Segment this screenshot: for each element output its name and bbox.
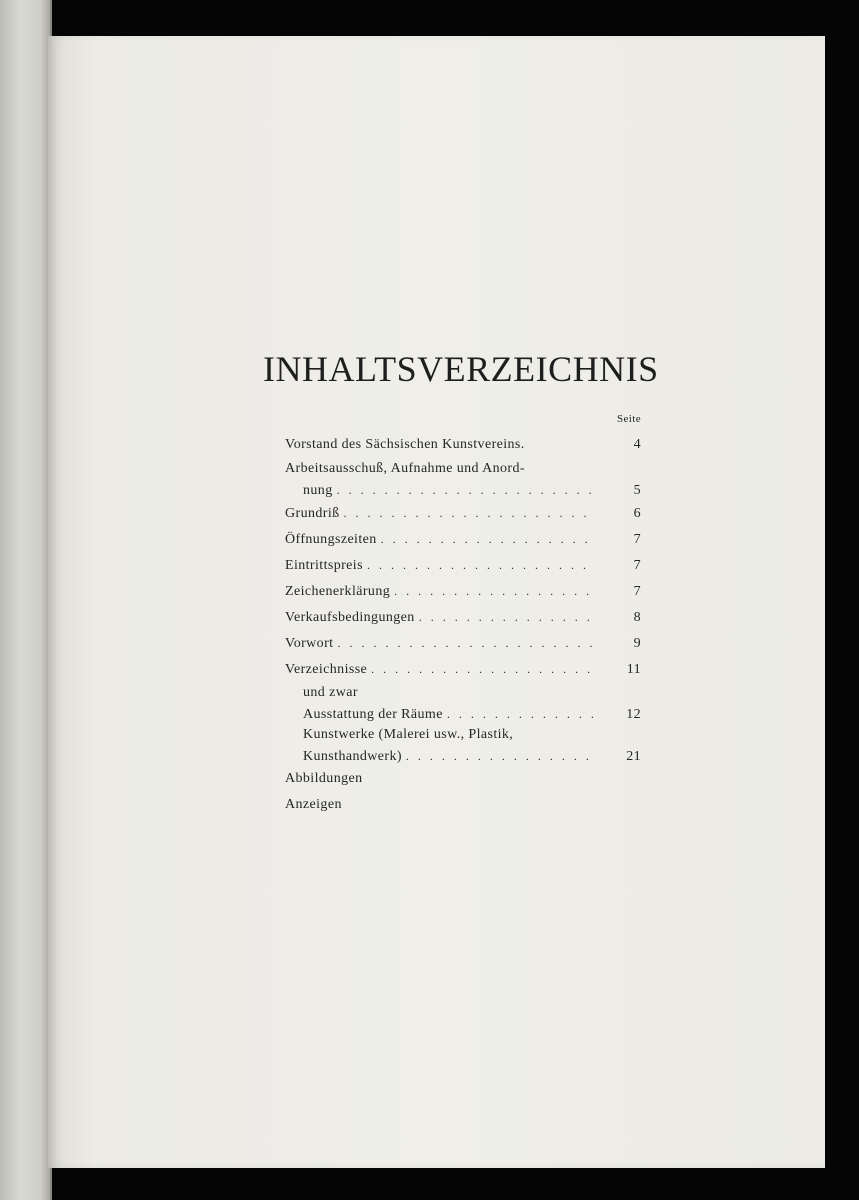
toc-entry-und-zwar: und zwar [303, 685, 358, 700]
leader-dots [381, 526, 593, 552]
toc-entry-grundriss: Grundriß . . . 6 [285, 500, 641, 526]
leader-dots [344, 500, 593, 526]
page-number: 21 [626, 749, 641, 764]
page-column-header: Seite [617, 413, 641, 425]
toc-entry-arbeitsausschuss: Arbeitsausschuß, Aufnahme und Anord- [285, 461, 525, 476]
page-number: 7 [633, 532, 641, 547]
toc-entry-abbildungen: Abbildungen [285, 771, 363, 786]
page-number: 5 [633, 483, 641, 498]
page-number: 11 [626, 662, 641, 677]
toc-entry-oeffnungszeiten: Öffnungszeiten . . . 7 [285, 526, 641, 552]
leader-dots [337, 480, 593, 500]
leader-dots [371, 656, 593, 682]
toc-entry-anzeigen: Anzeigen [285, 797, 342, 812]
page-number: 7 [633, 584, 641, 599]
leader-dots [394, 578, 593, 604]
toc-entry-vorstand: Vorstand des Sächsischen Kunstvereins. 4 [285, 432, 641, 458]
page-number: 12 [626, 707, 641, 722]
leader-dots [447, 704, 593, 724]
page-number: 6 [633, 506, 641, 521]
toc-entry-kunstwerke-cont: Kunsthandwerk) . . . 21 [285, 746, 641, 766]
toc-entry-verkaufsbedingungen: Verkaufsbedingungen . . . 8 [285, 604, 641, 630]
toc-entry-verzeichnisse: Verzeichnisse . . . 11 [285, 656, 641, 682]
leader-dots [406, 746, 593, 766]
leader-dots [367, 552, 593, 578]
toc-entry-ausstattung: Ausstattung der Räume . . . 12 [285, 704, 641, 724]
toc-entry-zeichenerklaerung: Zeichenerklärung . . . 7 [285, 578, 641, 604]
table-of-contents [285, 412, 641, 818]
toc-entry-vorwort: Vorwort . . . 9 [285, 630, 641, 656]
toc-entry-arbeitsausschuss-cont: nung . . . 5 [285, 480, 641, 500]
page-number: 7 [633, 558, 641, 573]
page-number: 8 [633, 610, 641, 625]
page-number: 9 [633, 636, 641, 651]
toc-entry-eintrittspreis: Eintrittspreis . . . 7 [285, 552, 641, 578]
page-number: 4 [633, 437, 641, 452]
facing-page-edge [0, 0, 52, 1200]
leader-dots [337, 630, 593, 656]
leader-dots [419, 604, 593, 630]
toc-entry-kunstwerke: Kunstwerke (Malerei usw., Plastik, [303, 727, 514, 742]
page-title: INHALTSVERZEICHNIS [263, 349, 659, 389]
book-page [48, 36, 825, 1168]
